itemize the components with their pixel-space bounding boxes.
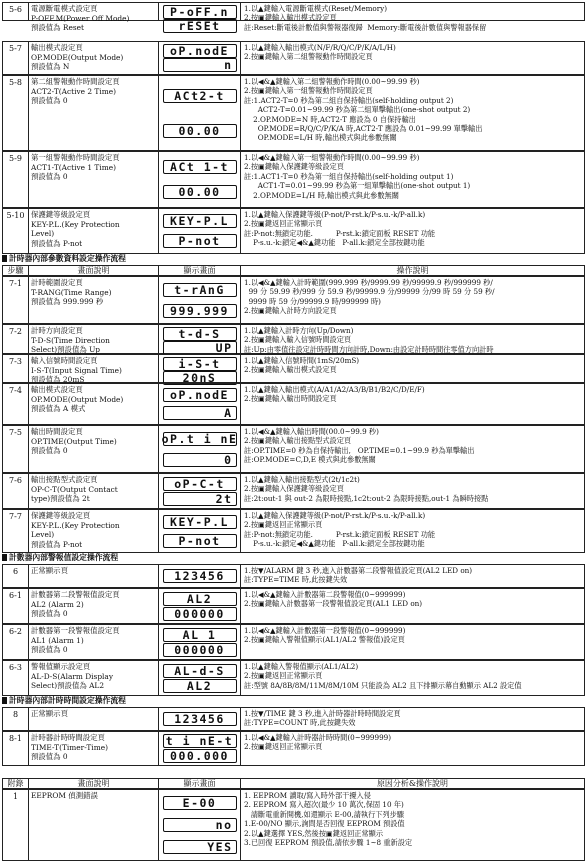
description-line: type)預設值為 2t [31, 494, 90, 504]
lcd-display: ACt2-t [163, 89, 237, 103]
screen-description [29, 152, 159, 207]
lcd-display: 20nS [163, 371, 237, 385]
operation-description [241, 3, 584, 32]
table-row [2, 789, 585, 861]
lcd-display: ACt 1-t [163, 160, 237, 174]
display-screens [159, 384, 241, 424]
lcd-display: P-not [163, 534, 237, 548]
square-bullet-icon [2, 255, 7, 262]
section-title-text: 計時器內部參數資料設定操作流程 [9, 254, 126, 263]
display-screens [159, 565, 241, 587]
operation-line: 2.按▣鍵輸入保護鍵等級設定頁 [244, 162, 344, 172]
lcd-display: AL 1 [163, 628, 237, 642]
description-line: AL-D-S(Alarm Display [31, 671, 114, 681]
operation-description [241, 790, 584, 860]
screen-description [29, 384, 159, 424]
screen-description [29, 565, 159, 587]
description-line: 輸出模式設定頁 [31, 43, 83, 52]
description-line: 預設值為 0 [31, 609, 68, 619]
description-line: 預設值為 0 [31, 446, 68, 456]
description-line: 計數器第一段警報值設定頁 [31, 626, 120, 635]
table-header [2, 778, 585, 789]
description-line: 輸出接點型式設定頁 [31, 475, 98, 484]
table-header [2, 265, 585, 276]
description-line: T-D-S(Time Direction [31, 335, 110, 345]
display-screens [159, 325, 241, 353]
operation-line: 2.按▣鍵輸入第一組警報動作時間設定頁 [244, 86, 373, 96]
description-line: KEY-P.L.(Key Protection [31, 219, 120, 229]
display-screens [159, 510, 241, 552]
description-line: 計時器計時時間設定頁 [31, 733, 105, 742]
row-content [3, 732, 584, 765]
operation-line: OP.MODE=R/Q/C/P/K/A 時,ACT2-T 應設為 0.01~99.99 單擊輸出 [244, 124, 483, 134]
description-line: 預設值為 0 [31, 172, 68, 182]
display-screens [159, 355, 241, 385]
operation-line: 1.以▲鍵輸入計時方向(Up/Down) [244, 326, 354, 335]
description-line: T-RANG(Time Range) [31, 287, 112, 297]
row-content [3, 565, 584, 587]
lcd-display: YES [163, 840, 237, 854]
step-number: 6-2 [3, 625, 29, 659]
operation-line: 2.OP.MODE=L/H 時,輸出模式與此參數無關 [244, 190, 399, 200]
display-screens [159, 589, 241, 623]
operation-line: 註:Reset:斷電後計數值與警報器復歸 Memory:斷電後計數值與警報器保留 [244, 22, 487, 32]
lcd-display: oP.nodE [163, 44, 237, 58]
operation-line: 1.以◀&▲鍵輸入計時範圍(999.999 秒/9999.99 秒/99999.9 秒/999999 秒/ [244, 278, 493, 287]
step-number: 7-3 [3, 355, 29, 382]
row-content [3, 76, 584, 150]
table-row [2, 588, 585, 624]
row-content [3, 790, 584, 860]
description-line: OP.TIME(Output Time) [31, 436, 117, 446]
lcd-display: 123456 [163, 569, 237, 583]
description-line: Select)預設值為 AL2 [31, 681, 105, 691]
lcd-display: UP [163, 341, 237, 355]
screen-description [29, 42, 159, 74]
operation-line: 註:Up:由零值往設定計時時間方向計時,Down:由設定計時時間往零值方向計時 [244, 344, 494, 354]
step-number: 6-1 [3, 589, 29, 623]
operation-line: 註:型號 8A/8B/8M/11M/8M/10M 只能設為 AL2 且下排顯示幕自動顯示 AL2 設定值 [244, 680, 522, 690]
operation-line: 1.以▲鍵輸入電源斷電模式(Reset/Memory) [244, 4, 388, 13]
screen-description [29, 325, 159, 353]
description-line: 輸出時間設定頁 [31, 427, 83, 436]
table-row [2, 2, 585, 33]
header-desc: 原因分析&操作說明 [376, 779, 449, 788]
section-title-text: 計數器內部警報值設定操作流程 [9, 553, 119, 562]
operation-line: 1.以◀&▲鍵輸入輸出時間(00.0~99.9 秒) [244, 427, 379, 436]
screen-description [29, 76, 159, 150]
display-screens [159, 152, 241, 207]
display-screens [159, 209, 241, 253]
step-number: 5-10 [3, 209, 29, 253]
operation-line: 2.按▣鍵返回正常顯示頁 [244, 742, 323, 752]
operation-line: 1.以▲鍵輸入輸出模式(A/A1/A2/A3/B/B1/B2/C/D/E/F) [244, 385, 425, 394]
operation-line: 2.按▣鍵輸入第二組警報動作時間設定頁 [244, 52, 373, 62]
operation-line: 99 分 59.99 秒/999 分 59.9 秒/99999.9 分/99999 分/99 時 59 分 59 秒/ [244, 287, 495, 297]
description-line: ACT1-T(Active 1 Time) [31, 162, 116, 172]
lcd-display: oP.t i nE [161, 431, 238, 446]
lcd-display: P-oFF.n [163, 5, 237, 19]
description-line: 預設值為 999.999 秒 [31, 297, 104, 307]
lcd-display: t-d-S [163, 327, 237, 341]
description-line: TIME-T(Timer-Time) [31, 742, 108, 752]
lcd-display: 00.00 [163, 124, 237, 138]
lcd-display: KEY-P.L [163, 515, 237, 529]
operation-line: 註:P-not:無鎖定功能. P-rst.k:鎖定面板 RESET 功能 [244, 529, 436, 539]
operation-description [241, 426, 584, 472]
header-step: 步驟 [3, 266, 29, 275]
square-bullet-icon [2, 554, 7, 561]
description-line: 預設值為 P-not [31, 238, 83, 248]
lcd-display: AL-d-S [163, 664, 237, 678]
table-row [2, 151, 585, 208]
description-line: OP.MODE(Output Mode) [31, 394, 124, 404]
step-number: 5-9 [3, 152, 29, 207]
operation-line: 1.以▲鍵輸入輸出接點型式(2t/1c2t) [244, 475, 360, 484]
description-line: Level) [31, 530, 55, 540]
table-row [2, 383, 585, 425]
description-line: 保護鍵等級設定頁 [31, 511, 91, 520]
header-name: 畫面說明 [29, 266, 159, 275]
lcd-display: rESEt [163, 19, 237, 33]
description-line: 預設值為 0 [31, 752, 68, 762]
row-content [3, 474, 584, 508]
step-number: 7-1 [3, 277, 29, 323]
description-line: 預設值為 P-not [31, 539, 83, 549]
lcd-display: A [163, 406, 237, 420]
table-row [2, 509, 585, 553]
table-row [2, 425, 585, 473]
row-content [3, 625, 584, 659]
table-row [2, 276, 585, 324]
operation-description [241, 510, 584, 552]
operation-description [241, 355, 584, 382]
operation-description [241, 209, 584, 253]
lcd-display: P-not [163, 234, 237, 248]
operation-line: 註:P-not:無鎖定功能. P-rst.k:鎖定面板 RESET 功能 [244, 228, 436, 238]
description-line: 預設值為 0 [31, 645, 68, 655]
description-line: EEPROM 偵測錯誤 [31, 791, 98, 800]
step-number: 7-7 [3, 510, 29, 552]
row-content [3, 426, 584, 472]
step-number: 1 [3, 790, 29, 860]
operation-line: 1. EEPROM 讀取/寫入時外部干擾入侵 [244, 791, 371, 800]
description-line: 警報值顯示設定頁 [31, 662, 91, 671]
description-line: KEY-P.L.(Key Protection [31, 520, 120, 530]
operation-line: 2.按▣鍵返回正常顯示頁 [244, 671, 323, 681]
description-line: 輸入信號時間設定頁 [31, 356, 98, 365]
description-line: 輸出模式設定頁 [31, 385, 83, 394]
operation-line: 2.按▣鍵輸入輸出接點型式設定頁 [244, 436, 352, 446]
section-title-text: 計時器內部計時時間設定操作流程 [9, 696, 126, 705]
screen-description [29, 474, 159, 508]
header-desc: 操作說明 [396, 266, 429, 275]
display-screens [159, 661, 241, 695]
operation-line: 2.按▣鍵輸入輸出模式設定頁 [244, 13, 337, 23]
operation-description [241, 384, 584, 424]
lcd-display: no [163, 818, 237, 832]
screen-description [29, 510, 159, 552]
operation-line: 註:OP.TIME=0 秒為自保持輸出, OP.TIME=0.1~99.9 秒為單擊輸出 [244, 445, 475, 455]
operation-line: 2.按▣鍵輸入保護鍵等級設定頁 [244, 484, 344, 494]
lcd-display: 000000 [163, 643, 237, 657]
step-number: 7-5 [3, 426, 29, 472]
display-screens [159, 625, 241, 659]
description-line: OP.MODE(Output Mode) [31, 52, 124, 62]
description-line: Level) [31, 229, 55, 239]
description-line: AL1 (Alarm 1) [31, 635, 84, 645]
operation-description [241, 708, 584, 730]
operation-description [241, 589, 584, 623]
table-row [2, 731, 585, 766]
operation-line: 1.E-00/NO 顯示,詢問是否回復 EEPROM 預設值 [244, 819, 405, 829]
screen-description [29, 277, 159, 323]
lcd-display: 123456 [163, 712, 237, 726]
operation-line: 1.按▼/TIME 鍵 3 秒,進入計時器計時時間設定頁 [244, 709, 401, 718]
operation-line: OP.MODE=L/H 時,輸出模式與此參數無關 [244, 133, 397, 143]
row-content [3, 325, 584, 353]
description-line: 預設值為 N [31, 62, 70, 72]
description-line: 預設值為 Reset [31, 23, 84, 33]
table-row [2, 208, 585, 254]
description-line: 電源斷電模式設定頁 [31, 4, 98, 13]
step-number: 6-3 [3, 661, 29, 695]
lcd-display: oP-C-t [163, 477, 237, 491]
operation-line: 2.按▣鍵輸入計數器第一段警報值設定頁(AL1 LED on) [244, 599, 423, 609]
operation-line: 註:1.ACT1-T=0 秒為第一組自保持輸出(self-holding output 1) [244, 171, 454, 181]
operation-line: ACT1-T=0.01~99.99 秒為第一組單擊輸出(one-shot output 1) [244, 181, 471, 191]
operation-line: 2.按▣鍵返回正常顯示頁 [244, 219, 323, 229]
table-row [2, 660, 585, 696]
operation-line: P-s.u.-k:鎖定◀&▲鍵功能 P-all.k:鎖定全部按鍵功能 [244, 238, 425, 248]
lcd-display: KEY-P.L [163, 214, 237, 228]
operation-line: 1.以◀&▲鍵輸入計數器第一段警報值(0~999999) [244, 626, 406, 635]
screen-description [29, 661, 159, 695]
operation-line: 2.以▲鍵選擇 YES,然後按▣鍵返回正常顯示 [244, 828, 384, 838]
screen-description [29, 732, 159, 765]
operation-line: 2.按▣鍵輸入計時方向設定頁 [244, 306, 337, 316]
header-step: 附錄 [3, 779, 29, 788]
display-screens [159, 42, 241, 74]
row-content [3, 708, 584, 730]
operation-line: 註:OP.MODE=C,D,E 模式與此參數無關 [244, 455, 376, 465]
step-number: 8 [3, 708, 29, 730]
step-number: 6 [3, 565, 29, 587]
table-row [2, 354, 585, 383]
step-number: 5-6 [3, 3, 29, 20]
header-disp: 顯示畫面 [159, 266, 241, 275]
table-row [2, 75, 585, 151]
operation-line: P-s.u.-k:鎖定◀&▲鍵功能 P-all.k:鎖定全部按鍵功能 [244, 539, 425, 549]
table-row [2, 324, 585, 354]
row-content [3, 152, 584, 207]
header-name: 畫面說明 [29, 779, 159, 788]
operation-description [241, 277, 584, 323]
step-number: 5-7 [3, 42, 29, 74]
screen-description [29, 790, 159, 860]
operation-line: 1.以▲鍵輸入輸出模式(N/F/R/Q/C/P/K/A/L/H) [244, 43, 396, 52]
lcd-display: 00.00 [163, 185, 237, 199]
lcd-display: 000.000 [163, 749, 237, 763]
operation-description [241, 76, 584, 150]
operation-description [241, 325, 584, 353]
table-row [2, 624, 585, 660]
operation-line: 1.以▲鍵輸入警報值顯示(AL1/AL2) [244, 662, 359, 671]
operation-line: 1.以▲鍵輸入保護鍵等級(P-not/P-rst.k/P-s.u.-k/P-all.k) [244, 511, 426, 520]
lcd-display: E-00 [163, 796, 237, 810]
description-line: ACT2-T(Active 2 Time) [31, 86, 116, 96]
operation-line: 1.按▼/ALARM 鍵 3 秒,進入計數器第二段警報值設定頁(AL2 LED on) [244, 566, 473, 575]
display-screens [159, 732, 241, 765]
operation-line: 3.已回復 EEPROM 預設值,請依步驟 1~8 重新設定 [244, 838, 413, 848]
operation-line: 1.以▲鍵輸入信號時間(1mS/20mS) [244, 356, 360, 365]
operation-line: 2.按▣鍵輸入輸出模式設定頁 [244, 365, 337, 375]
screen-description [29, 209, 159, 253]
description-line: 保護鍵等級設定頁 [31, 210, 91, 219]
operation-line: 1.以▲鍵輸入保護鍵等級(P-not/P-rst.k/P-s.u.-k/P-all.k) [244, 210, 426, 219]
display-screens [159, 790, 241, 860]
square-bullet-icon [2, 697, 7, 704]
lcd-display: t i nE-t [163, 734, 237, 748]
lcd-display: n [163, 58, 237, 72]
table-row [2, 707, 585, 731]
row-content [3, 209, 584, 253]
description-line: Select)預設值為 Up [31, 345, 101, 355]
description-line: 第二組警報動作時間設定頁 [31, 77, 120, 86]
operation-line: 2.按▣鍵輸入輸出時間設定頁 [244, 394, 337, 404]
screen-description [29, 3, 159, 33]
section-title [2, 553, 585, 563]
step-number: 7-2 [3, 325, 29, 353]
display-screens [159, 708, 241, 730]
operation-line: 1.以◀&▲鍵輸入第一組警報動作時間(0.00~99.99 秒) [244, 153, 420, 162]
screen-description [29, 355, 159, 385]
operation-line: 2.按▣鍵輸入警報值顯示(AL1/AL2 警報值)設定頁 [244, 635, 405, 645]
operation-line: 1.以◀&▲鍵輸入計時器計時時間(0~999999) [244, 733, 392, 742]
lcd-display: 2t [163, 492, 237, 506]
table-row [2, 564, 585, 588]
row-content [3, 384, 584, 424]
description-line: 計時方向設定頁 [31, 326, 83, 335]
operation-line: 註:1.ACT2-T=0 秒為第二組自保持輸出(self-holding output 2) [244, 95, 454, 105]
description-line: 第一組警報動作時間設定頁 [31, 153, 120, 162]
table-row [2, 41, 585, 75]
operation-description [241, 661, 584, 695]
lcd-display: 0 [163, 453, 237, 467]
row-content [3, 510, 584, 552]
description-line: OP-C-T(Output Contact [31, 484, 118, 494]
description-line: 預設值為 0 [31, 96, 68, 106]
lcd-display: AL2 [163, 679, 237, 693]
operation-line: 2.OP.MODE=N 時,ACT2-T 應設為 0 自保持輸出 [244, 114, 416, 124]
description-line: AL2 (Alarm 2) [31, 599, 84, 609]
description-line: 正常顯示頁 [31, 709, 68, 718]
operation-description [241, 625, 584, 659]
screen-description [29, 589, 159, 623]
operation-line: 註:2t:out-1 與 out-2 為限時接點,1c2t:out-2 為限時接點,out-1 為瞬時接點 [244, 493, 489, 503]
row-content [3, 42, 584, 74]
lcd-display: AL2 [163, 592, 237, 606]
lcd-display: i-S-t [163, 357, 237, 371]
operation-description [241, 565, 584, 587]
row-content [3, 277, 584, 323]
description-line: I-S-T(Input Signal Time) [31, 365, 122, 375]
description-line: 正常顯示頁 [31, 566, 68, 575]
step-number: 7-6 [3, 474, 29, 508]
screen-description [29, 426, 159, 472]
screen-description [29, 708, 159, 730]
lcd-display: 999.999 [163, 304, 237, 318]
operation-description [241, 152, 584, 207]
operation-description [241, 732, 584, 765]
step-number: 7-4 [3, 384, 29, 424]
lcd-display: t-rAnG [163, 283, 237, 297]
table-row [2, 473, 585, 509]
description-line: 計時範圍設定頁 [31, 278, 83, 287]
display-screens [159, 3, 241, 33]
row-content [3, 355, 584, 385]
operation-line: 2.按▣鍵輸入輸入信號時間設定頁 [244, 335, 352, 345]
section-title [2, 254, 585, 264]
description-line: 預設值為 A 模式 [31, 404, 86, 414]
screen-description [29, 625, 159, 659]
operation-line: 1.以◀&▲鍵輸入計數器第二段警報值(0~999999) [244, 590, 406, 599]
step-number: 5-8 [3, 76, 29, 150]
row-content [3, 3, 584, 33]
description-line: 預設值為 20mS [31, 375, 85, 385]
operation-line: ACT2-T=0.01~99.99 秒為第二組單擊輸出(one-shot output 2) [244, 105, 471, 115]
section-title [2, 696, 585, 706]
operation-description [241, 474, 584, 508]
operation-line: 註:TYPE=TIME 時,此按鍵失效 [244, 575, 348, 585]
display-screens [159, 76, 241, 150]
lcd-display: 000000 [163, 607, 237, 621]
description-line: 計數器第二段警報值設定頁 [31, 590, 120, 599]
operation-description [241, 42, 584, 74]
description-line: P-OFF.M(Power Off Mode) [31, 13, 130, 23]
header-disp: 顯示畫面 [159, 779, 241, 788]
row-content [3, 589, 584, 623]
display-screens [159, 426, 241, 472]
operation-line: 註:TYPE=COUNT 時,此按鍵失效 [244, 718, 356, 728]
row-content [3, 661, 584, 695]
lcd-display: oP.nodE [163, 388, 237, 402]
display-screens [159, 474, 241, 508]
operation-line: 1.以◀&▲鍵輸入第二組警報動作時間(0.00~99.99 秒) [244, 77, 420, 86]
operation-line: 2.按▣鍵返回正常顯示頁 [244, 520, 323, 530]
display-screens [159, 277, 241, 323]
step-number: 8-1 [3, 732, 29, 765]
operation-line: 2. EEPROM 寫入超次(最少 10 萬次,保固 10 年) [244, 800, 404, 810]
operation-line: 9999 時 59 分/99999.9 時/999999 時) [244, 296, 381, 306]
operation-line: 請斷電重新開機,如還顯示 E-00,請執行下列步驟 [244, 809, 405, 819]
